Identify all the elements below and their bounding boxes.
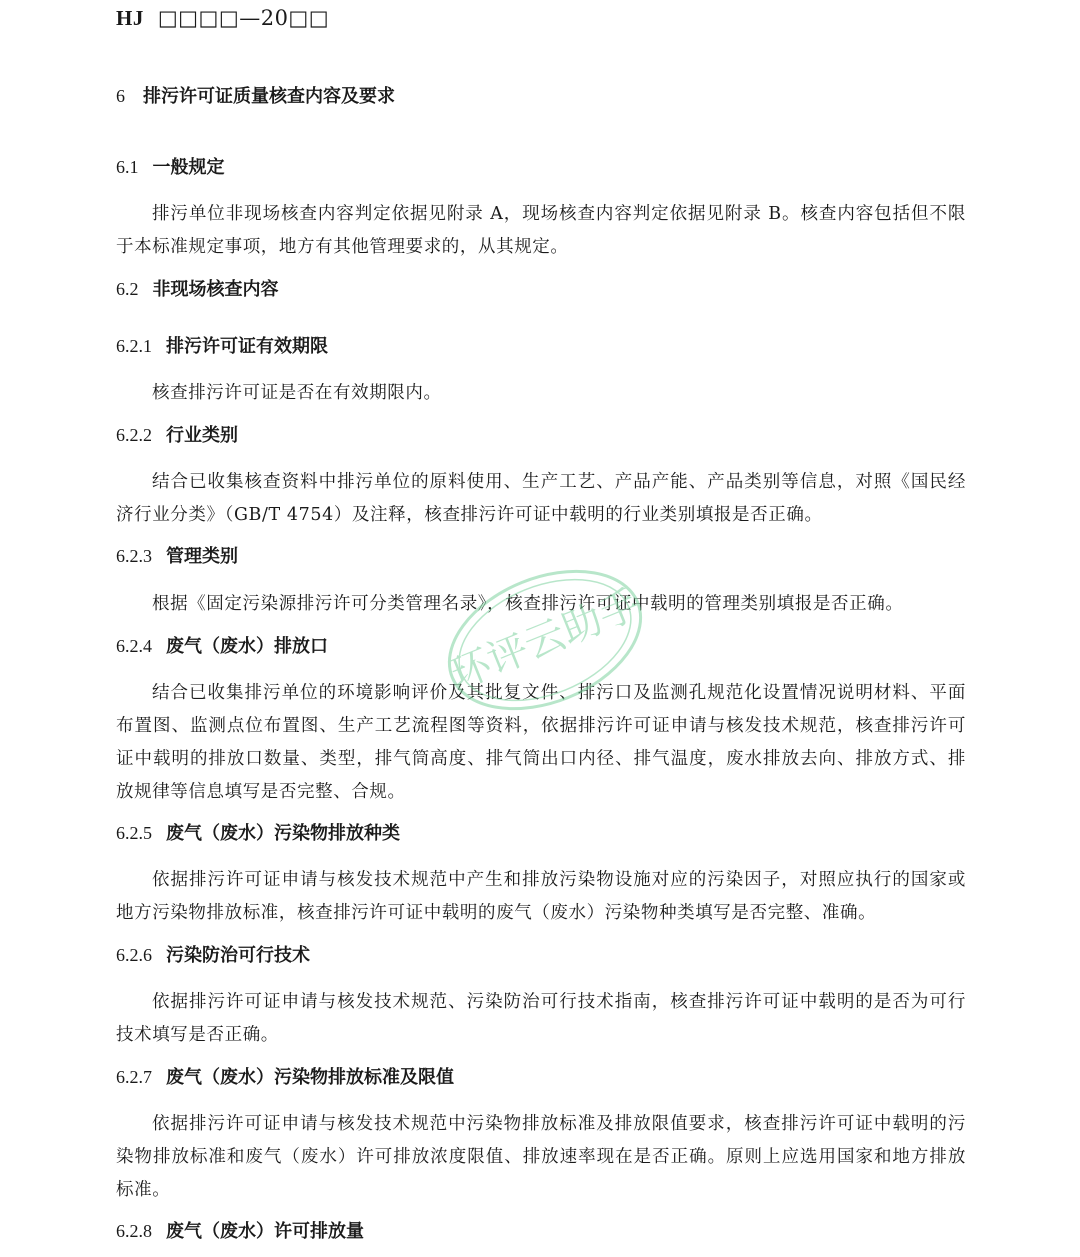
section-title: 管理类别 <box>166 546 238 567</box>
section-number: 6.2.5 <box>116 823 152 843</box>
section-number: 6.1 <box>116 157 139 177</box>
section-title: 一般规定 <box>152 157 225 178</box>
section-number: 6.2.6 <box>116 945 152 965</box>
section-title: 废气（废水）污染物排放标准及限值 <box>166 1067 454 1088</box>
section-heading <box>116 331 328 362</box>
section-number: 6.2.3 <box>116 546 152 566</box>
paragraph: 根据《固定污染源排污许可分类管理名录》，核查排污许可证中载明的管理类别填报是否正确。 <box>152 594 904 614</box>
document-header <box>116 2 329 34</box>
section-title: 排污许可证质量核查内容及要求 <box>143 86 395 107</box>
section-title: 行业类别 <box>166 425 238 446</box>
paragraph: 排污单位非现场核查内容判定依据见附录 A，现场核查内容判定依据见附录 B。核查内容包括但不限于本标准规定事项，地方有其他管理要求的，从其规定。 <box>116 204 966 257</box>
section-number: 6.2 <box>116 279 139 299</box>
section-heading <box>116 1216 364 1247</box>
section-heading <box>116 81 395 112</box>
section-heading <box>116 152 225 183</box>
section-number: 6.2.1 <box>116 336 152 356</box>
section-title: 非现场核查内容 <box>152 279 279 300</box>
section-title: 污染防治可行技术 <box>166 945 310 966</box>
section-number: 6.2.8 <box>116 1221 152 1241</box>
paragraph: 依据排污许可证申请与核发技术规范、污染防治可行技术指南，核查排污许可证中载明的是否为可行技术填写是否正确。 <box>116 992 966 1045</box>
section-heading <box>116 420 238 451</box>
paragraph: 核查排污许可证是否在有效期限内。 <box>152 383 442 403</box>
paragraph: 结合已收集排污单位的环境影响评价及其批复文件、排污口及监测孔规范化设置情况说明材料、平面布置图、监测点位布置图、生产工艺流程图等资料，依据排污许可证申请与核发技术规范，核查排污许可证中载明的排放口数量、类型，排气筒高度、排气筒出口内径、排气温度，废水排放去向、排放方式、排放规律等信息填写是否完整、合规。 <box>116 683 966 802</box>
paragraph: 依据排污许可证申请与核发技术规范中污染物排放标准及排放限值要求，核查排污许可证中载明的污染物排放标准和废气（废水）许可排放浓度限值、排放速率现在是否正确。原则上应选用国家和地方排放标准。 <box>116 1114 966 1200</box>
standard-number: □□□□—20□□ <box>157 6 330 30</box>
section-heading <box>116 940 310 971</box>
section-title: 废气（废水）污染物排放种类 <box>166 823 400 844</box>
section-title: 废气（废水）许可排放量 <box>166 1221 364 1242</box>
section-heading <box>116 274 279 305</box>
section-number: 6.2.7 <box>116 1067 152 1087</box>
section-title: 废气（废水）排放口 <box>166 636 328 657</box>
standard-code: HJ <box>116 6 144 30</box>
section-number: 6 <box>116 86 125 106</box>
section-number: 6.2.4 <box>116 636 152 656</box>
section-title: 排污许可证有效期限 <box>166 336 328 357</box>
section-heading <box>116 1062 454 1093</box>
paragraph: 结合已收集核查资料中排污单位的原料使用、生产工艺、产品产能、产品类别等信息，对照《国民经济行业分类》（GB/T 4754）及注释，核查排污许可证中载明的行业类别填报是否正确。 <box>116 472 966 525</box>
section-heading <box>116 541 238 572</box>
watermark-text: 环评云助手 <box>443 581 647 699</box>
paragraph: 依据排污许可证申请与核发技术规范中产生和排放污染物设施对应的污染因子，对照应执行的国家或地方污染物排放标准，核查排污许可证中载明的废气（废水）污染物种类填写是否完整、准确。 <box>116 870 966 923</box>
section-number: 6.2.2 <box>116 425 152 445</box>
section-heading <box>116 631 328 662</box>
section-heading <box>116 818 400 849</box>
